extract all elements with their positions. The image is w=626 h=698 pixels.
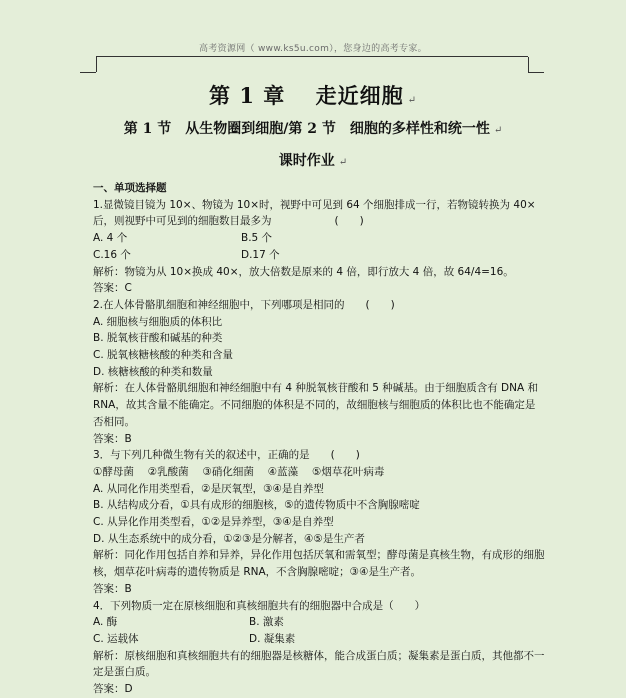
q3-stem: 3．与下列几种微生物有关的叙述中，正确的是 ( ) [93,449,360,462]
q3-option-b: B. 从结构成分看，①具有成形的细胞核，⑤的遗传物质中不含胸腺嘧啶 [93,499,420,512]
header-rule [96,56,528,57]
q2-analysis: 解析：在人体骨骼肌细胞和神经细胞中有 4 种脱氧核苷酸和 5 种碱基。由于细胞质含有 DNA 和 RNA，故其含量不能确定。不同细胞的体积是不同的，故细胞核与细胞质的体积比也不能确定是否相同。 [93,382,539,428]
header-rule-left-corner [80,72,96,73]
q2-stem: 2.在人体骨骼肌细胞和神经细胞中，下列哪项是相同的 ( ) [93,298,395,311]
q2-option-c: C. 脱氧核糖核酸的种类和含量 [93,349,234,362]
header-rule-left-tick [96,57,97,72]
q2-option-a: A. 细胞核与细胞质的体积比 [93,315,223,328]
paragraph-mark-icon: ↵ [407,95,417,106]
q1-answer: 答案：C [93,282,132,295]
chapter-title: 第 1 章 走近细胞 ↵ [209,83,417,108]
q1-stem: 1.显微镜目镜为 10×、物镜为 10×时，视野中可见到 64 个细胞排成一行，若物镜转换为 40×后，则视野中可见到的细胞数目最多为 ( ) [93,198,536,228]
q1-options-row-2 [93,247,545,264]
q3-option-a: A. 从同化作用类型看，②是厌氧型，③④是自养型 [93,482,324,495]
q1-option-b: B.5 个 [241,232,273,245]
q4-option-c: C. 运载体 [93,632,139,645]
q1-analysis: 解析：物镜为从 10×换成 40×，放大倍数是原来的 4 倍，即行放大 4 倍，故 64/4=16。 [93,265,514,278]
paragraph-mark-icon: ↵ [493,125,503,136]
q3-option-d: D. 从生态系统中的成分看，①②③是分解者，④⑤是生产者 [93,532,365,545]
q2-option-d: D. 核糖核酸的种类和数量 [93,365,213,378]
q2-option-b: B. 脱氧核苷酸和碱基的种类 [93,332,223,345]
header-rule-right-corner [528,72,544,73]
header-banner: 高考资源网（ www.ks5u.com），您身边的高考专家。 [199,44,427,54]
q3-organisms: ①酵母菌 ②乳酸菌 ③硝化细菌 ④蓝藻 ⑤烟草花叶病毒 [93,465,385,478]
q4-option-a: A. 酶 [93,616,118,629]
q3-answer: 答案：B [93,582,132,595]
section-heading: 一、单项选择题 [93,182,167,194]
section-title: 第 1 节 从生物圈到细胞/第 2 节 细胞的多样性和统一性 ↵ [123,121,503,137]
document-body [93,180,545,698]
q4-option-b: B. 激素 [249,616,284,629]
q1-option-c: C.16 个 [93,248,131,261]
q4-analysis: 解析：原核细胞和真核细胞共有的细胞器是核糖体，能合成蛋白质；凝集素是蛋白质，其他都不一定是蛋白质。 [93,649,545,679]
homework-title: 课时作业 ↵ [278,153,348,169]
q1-option-d: D.17 个 [241,248,280,261]
paragraph-mark-icon: ↵ [338,157,348,168]
q4-options-row-2 [93,631,545,648]
header-rule-right-tick [528,57,529,72]
q3-analysis: 解析：同化作用包括自养和异养，异化作用包括厌氧和需氧型；酵母菌是真核生物，有成形的细胞核，烟草花叶病毒的遗传物质是 RNA，不含胸腺嘧啶；③④是生产者。 [93,549,545,579]
q4-stem: 4．下列物质一定在原核细胞和真核细胞共有的细胞器中合成是（ ） [93,599,426,612]
q4-option-d: D. 凝集素 [249,632,296,645]
q4-answer: 答案：D [93,683,133,696]
q4-options-row-1 [93,614,545,631]
q1-option-a: A. 4 个 [93,232,128,245]
q3-option-c: C. 从异化作用类型看，①②是异养型，③④是自养型 [93,516,334,529]
q1-options-row-1 [93,230,545,247]
q2-answer: 答案：B [93,432,132,445]
